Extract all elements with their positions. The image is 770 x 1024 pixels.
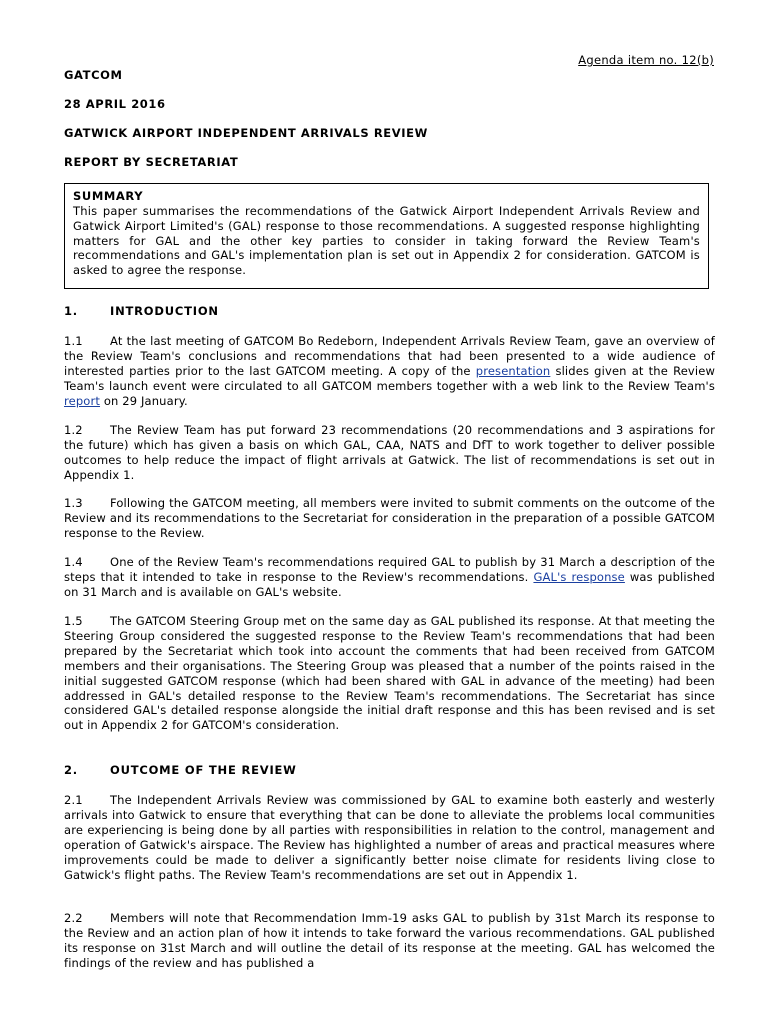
paragraph-text: on 29 January. xyxy=(100,393,188,408)
paragraph-number: 2.1 xyxy=(64,793,83,807)
report-by-heading: REPORT BY SECRETARIAT xyxy=(64,155,239,169)
presentation-link[interactable]: presentation xyxy=(475,363,551,378)
paragraph-text: The Independent Arrivals Review was commissioned by GAL to examine both easterly and westerly arrivals into Gatwick to ensure that everything that can be done to alleviate the problems local communities are experiencing is being done by all parties with responsibilities in relation to the control, management and operation of Gatwick's airspace. The Review has highlighted a number of areas and practical measures where improvements could be made to deliver a significantly better noise climate for residents living close to Gatwick's flight paths. The Review Team's recommendations are set out in Appendix 1. xyxy=(64,793,715,882)
paragraph-text: At the last meeting of GATCOM Bo Redeborn, Independent Arrivals Review Team, gave an overview of the Review Team's conclusions and recommendations that had been presented to a wide audience of interested parties prior to the last GATCOM meeting. A copy of the xyxy=(64,334,715,378)
document-title: GATWICK AIRPORT INDEPENDENT ARRIVALS REVIEW xyxy=(64,126,428,140)
paragraph-text: One of the Review Team's recommendations required GAL to publish by 31 March a description of the steps that it intended to take in response to the Review's recommendations. xyxy=(64,555,715,584)
paragraph-2-2 xyxy=(64,911,715,971)
paragraph-text: Following the GATCOM meeting, all members were invited to submit comments on the outcome of the Review and its recommendations to the Secretariat for consideration in the preparation of a possible GATCOM response to the Review. xyxy=(64,496,715,540)
org-heading: GATCOM xyxy=(64,68,123,82)
report-link[interactable]: report xyxy=(64,393,101,408)
section-number: 1. xyxy=(64,304,78,318)
paragraph-number: 1.2 xyxy=(64,423,83,437)
paragraph-text: was published on 31 March and is available on GAL's website. xyxy=(64,569,716,599)
paragraph-number: 1.3 xyxy=(64,496,83,510)
paragraph-1-3 xyxy=(64,496,715,541)
paragraph-number: 1.4 xyxy=(64,555,83,569)
section-title: INTRODUCTION xyxy=(110,304,219,318)
section-1-heading xyxy=(64,304,219,318)
paragraph-number: 1.1 xyxy=(64,334,83,348)
paragraph-text: Members will note that Recommendation Imm-19 asks GAL to publish by 31st March its response to the Review and an action plan of how it intends to take forward the various recommendations. GAL published its response on 31st March and will outline the detail of its response at the meeting. GAL has welcomed the findings of the review and has published a xyxy=(64,911,715,970)
summary-box xyxy=(64,183,709,289)
date-heading: 28 APRIL 2016 xyxy=(64,97,166,111)
paragraph-text: slides given at the Review Team's launch event were circulated to all GATCOM members together with a web link to the Review Team's xyxy=(64,363,716,393)
paragraph-text: The GATCOM Steering Group met on the same day as GAL published its response. At that meeting the Steering Group considered the suggested response to the Review Team's recommendations that had been prepared by the Secretariat which took into account the comments that had been received from GATCOM members and their organisations. The Steering Group was pleased that a number of the points raised in the initial suggested GATCOM response (which had been shared with GAL in advance of the meeting) had been addressed in GAL's detailed response to the Review Team's recommendations. The Secretariat has since considered GAL's detailed response alongside the initial draft response and this has been revised and is set out in Appendix 2 for GATCOM's consideration. xyxy=(64,614,715,733)
section-2-heading xyxy=(64,763,297,777)
section-number: 2. xyxy=(64,763,78,777)
paragraph-1-4 xyxy=(64,555,715,600)
paragraph-text: The Review Team has put forward 23 recommendations (20 recommendations and 3 aspirations for the future) which has given a basis on which GAL, CAA, NATS and DfT to work together to deliver possible outcomes to help reduce the impact of flight arrivals at Gatwick. The list of recommendations is set out in Appendix 1. xyxy=(64,423,715,482)
paragraph-1-5 xyxy=(64,614,715,733)
paragraph-1-2 xyxy=(64,423,715,483)
paragraph-number: 2.2 xyxy=(64,911,83,925)
summary-text: This paper summarises the recommendations of the Gatwick Airport Independent Arrivals Review and Gatwick Airport Limited's (GAL) response to those recommendations. A suggested response highlighting matters for GAL and the other key parties to consider in taking forward the Review Team's recommendations and GAL's implementation plan is set out in Appendix 2 for consideration. GATCOM is asked to agree the response. xyxy=(73,204,700,278)
agenda-item-label: Agenda item no. 12(b) xyxy=(578,53,714,67)
gal-response-link[interactable]: GAL's response xyxy=(533,569,625,584)
paragraph-2-1 xyxy=(64,793,715,882)
section-title: OUTCOME OF THE REVIEW xyxy=(110,763,297,777)
paragraph-number: 1.5 xyxy=(64,614,83,628)
paragraph-1-1 xyxy=(64,334,715,409)
summary-title: SUMMARY xyxy=(73,189,144,203)
